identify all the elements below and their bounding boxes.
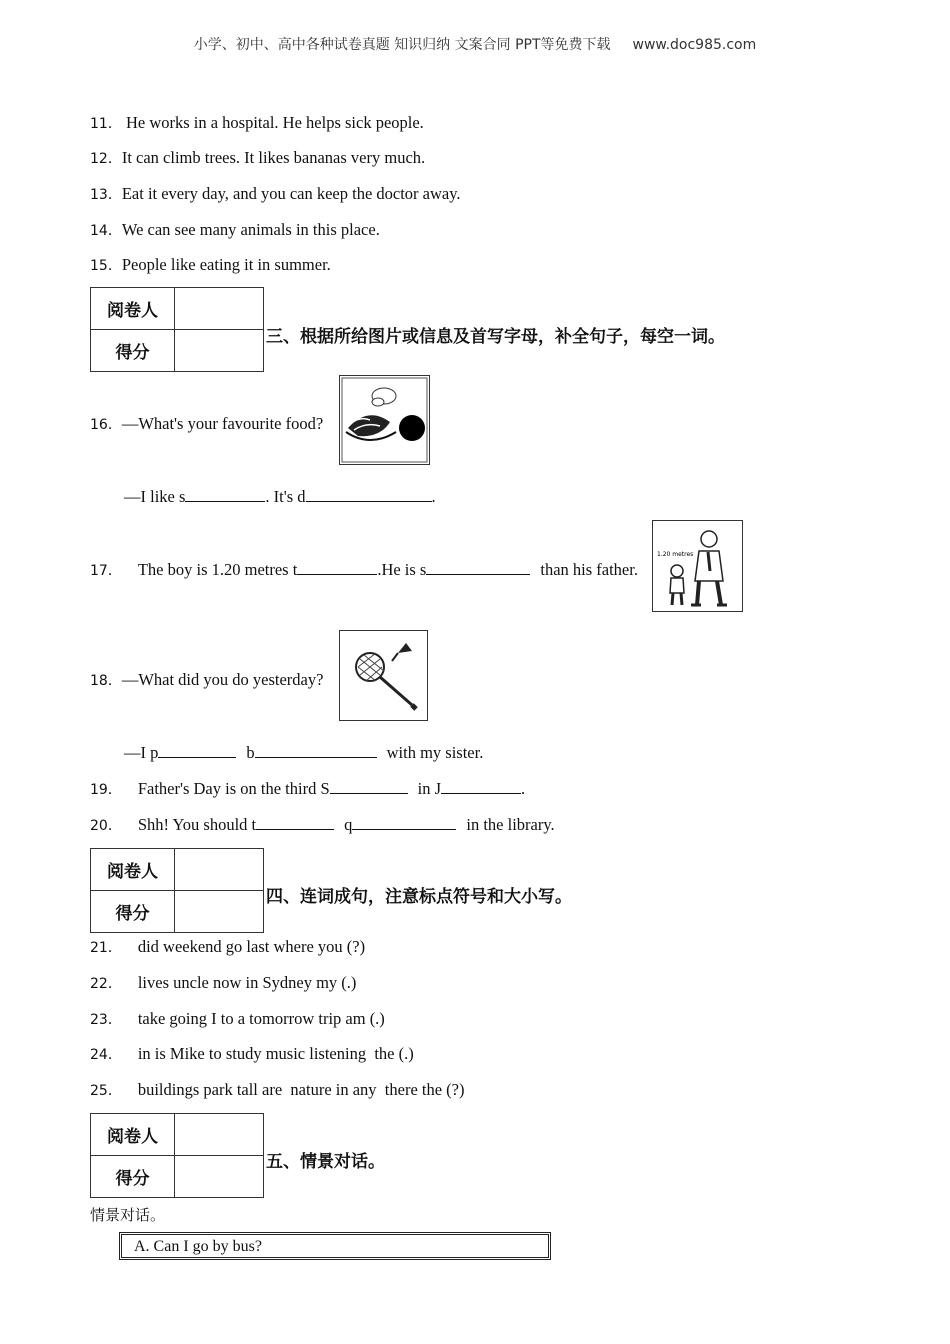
header-site: www.doc985.com bbox=[632, 37, 757, 53]
question-19: 19． Father's Day is on the third S in J . bbox=[90, 779, 526, 798]
score-table-3 bbox=[90, 287, 264, 372]
reviewer-label: 阅卷人 bbox=[91, 1114, 175, 1156]
question-20: 20． Shh! You should t q in the library. bbox=[90, 815, 555, 834]
score-cell bbox=[175, 330, 264, 372]
reviewer-cell bbox=[175, 1114, 264, 1156]
question-17: 17． The boy is 1.20 metres t .He is s than his father. bbox=[90, 560, 638, 579]
reviewer-label: 阅卷人 bbox=[91, 288, 175, 330]
blank-20b[interactable] bbox=[352, 815, 456, 830]
question-11: 11． He works in a hospital. He helps sick people. bbox=[90, 113, 424, 132]
header-text: 小学、初中、高中各种试卷真题 知识归纳 文案合同 PPT等免费下载 bbox=[193, 37, 611, 53]
badminton-racket-icon bbox=[340, 631, 427, 720]
reviewer-cell bbox=[175, 849, 264, 891]
boy-and-father-icon bbox=[653, 521, 742, 611]
score-label: 得分 bbox=[91, 891, 175, 933]
score-label: 得分 bbox=[91, 1156, 175, 1198]
question-14: 14．We can see many animals in this place. bbox=[90, 220, 380, 239]
blank-19a[interactable] bbox=[330, 779, 408, 794]
height-picture bbox=[652, 520, 743, 612]
blank-16a[interactable] bbox=[185, 487, 265, 502]
answer-18: —I p b with my sister. bbox=[124, 743, 484, 762]
blank-20a[interactable] bbox=[256, 815, 334, 830]
reviewer-label: 阅卷人 bbox=[91, 849, 175, 891]
blank-18a[interactable] bbox=[158, 743, 236, 758]
badminton-picture bbox=[339, 630, 428, 721]
option-a: A. Can I go by bus? bbox=[134, 1238, 262, 1255]
page-header bbox=[0, 34, 950, 54]
blank-17b[interactable] bbox=[426, 560, 530, 575]
salad-and-ball-icon bbox=[340, 376, 429, 464]
question-21: 21． did weekend go last where you (?) bbox=[90, 937, 366, 956]
score-cell bbox=[175, 891, 264, 933]
blank-18b[interactable] bbox=[255, 743, 377, 758]
section-5-subtitle: 情景对话。 bbox=[90, 1206, 166, 1224]
option-box bbox=[121, 1234, 549, 1258]
blank-17a[interactable] bbox=[297, 560, 377, 575]
food-picture bbox=[339, 375, 430, 465]
score-table-5 bbox=[90, 1113, 264, 1198]
blank-16b[interactable] bbox=[306, 487, 432, 502]
section-3-title: 三、根据所给图片或信息及首写字母，补全句子，每空一词。 bbox=[266, 327, 725, 347]
section-4-title: 四、连词成句，注意标点符号和大小写。 bbox=[266, 887, 572, 907]
question-22: 22． lives uncle now in Sydney my (.) bbox=[90, 973, 357, 992]
question-16: 16．—What's your favourite food? bbox=[90, 414, 324, 433]
question-23: 23． take going I to a tomorrow trip am (.) bbox=[90, 1009, 385, 1028]
answer-16: —I like s . It's d . bbox=[124, 487, 436, 506]
section-5-title: 五、情景对话。 bbox=[266, 1152, 385, 1172]
question-24: 24． in is Mike to study music listening the (.) bbox=[90, 1044, 414, 1063]
score-label: 得分 bbox=[91, 330, 175, 372]
question-25: 25． buildings park tall are nature in any there the (?) bbox=[90, 1080, 465, 1099]
score-table-4 bbox=[90, 848, 264, 933]
question-12: 12．It can climb trees. It likes bananas very much. bbox=[90, 148, 426, 167]
question-13: 13．Eat it every day, and you can keep the doctor away. bbox=[90, 184, 461, 203]
svg-text:1.20 metres: 1.20 metres bbox=[657, 551, 694, 558]
blank-19b[interactable] bbox=[441, 779, 521, 794]
score-cell bbox=[175, 1156, 264, 1198]
question-18: 18．—What did you do yesterday? bbox=[90, 670, 324, 689]
question-15: 15．People like eating it in summer. bbox=[90, 255, 331, 274]
reviewer-cell bbox=[175, 288, 264, 330]
